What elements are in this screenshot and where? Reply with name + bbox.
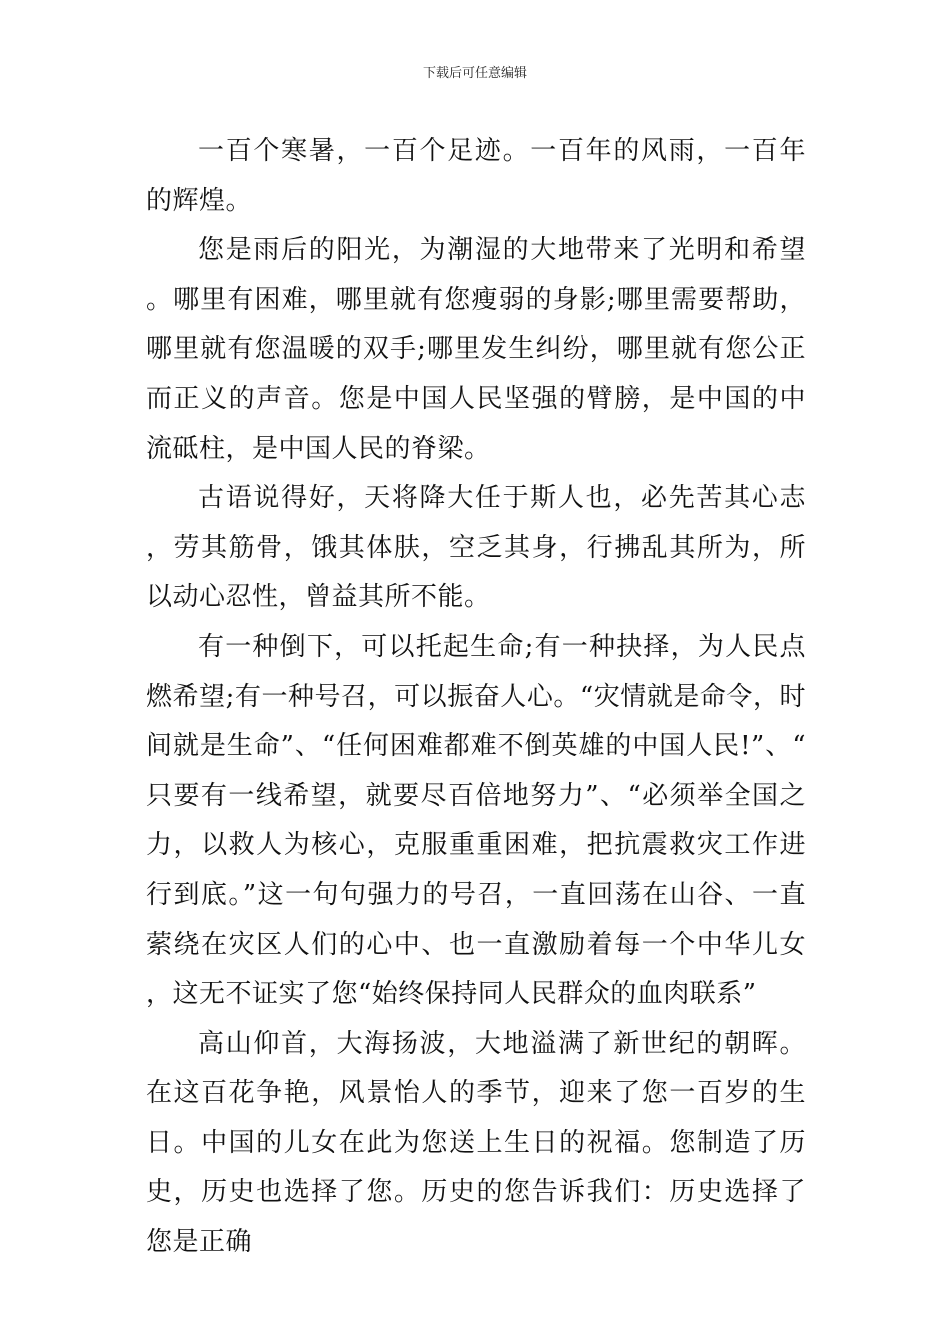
paragraph-1: 一百个寒暑，一百个足迹。一百年的风雨，一百年的辉煌。 — [146, 136, 806, 216]
page-header: 下载后可任意编辑 — [422, 66, 527, 81]
paragraph-2: 您是雨后的阳光，为潮湿的大地带来了光明和希望。哪里有困难，哪里就有您瘦弱的身影;哪里需要帮助，哪里就有您温暖的双手;哪里发生纠纷，哪里就有您公正而正义的声音。您是中国人民坚强的臂膀，是中国的中流砥柱，是中国人民的脊梁。 — [146, 235, 806, 464]
paragraph-5: 高山仰首，大海扬波，大地溢满了新世纪的朝晖。在这百花争艳，风景怡人的季节，迎来了您一百岁的生日。中国的儿女在此为您送上生日的祝福。您制造了历史，历史也选择了您。历史的您告诉我们：历史选择了您是正确 — [146, 1028, 806, 1258]
paragraph-4: 有一种倒下，可以托起生命;有一种抉择，为人民点燃希望;有一种号召，可以振奋人心。“灾情就是命令，时间就是生命”、“任何困难都难不倒英雄的中国人民!”、“只要有一线希望，就要尽百倍地努力”、“必须举全国之力，以救人为核心，克服重重困难，把抗震救灾工作进行到底。”这一句句强力的号召，一直回荡在山谷、一直萦绕在灾区人们的心中、也一直激励着每一个中华儿女，这无不证实了您“始终保持同人民群众的血肉联系” — [146, 631, 806, 1010]
document-body — [146, 127, 806, 1268]
paragraph-3: 古语说得好，天将降大任于斯人也，必先苦其心志，劳其筋骨，饿其体肤，空乏其身，行拂乱其所为，所以动心忍性，曾益其所不能。 — [146, 483, 806, 613]
